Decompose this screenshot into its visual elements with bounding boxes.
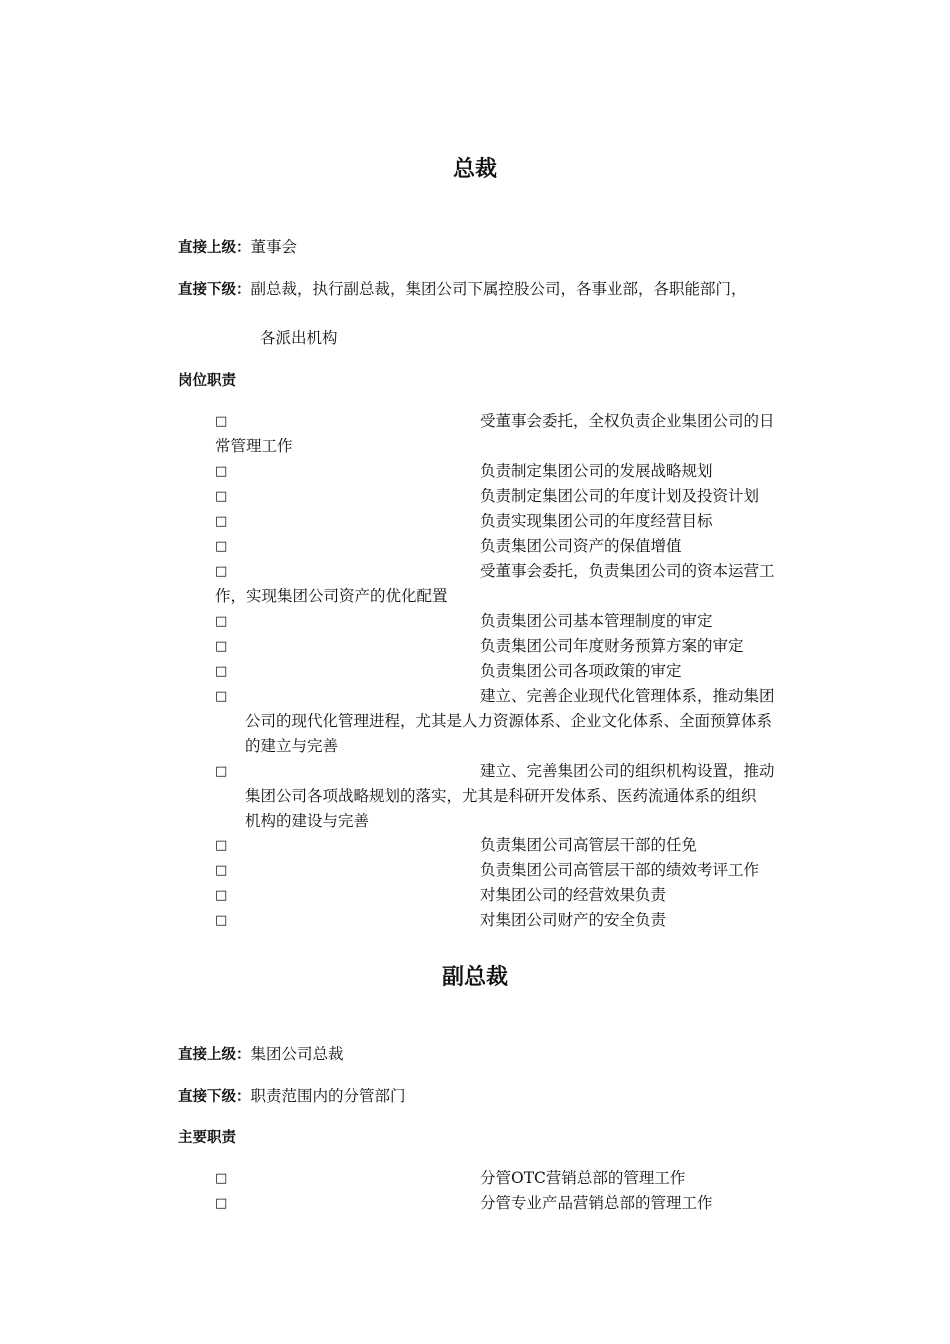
checkbox-bullet-icon: □ xyxy=(215,838,228,853)
checkbox-bullet-icon: □ xyxy=(215,888,228,903)
list-item xyxy=(0,634,950,659)
checkbox-bullet-icon: □ xyxy=(215,564,228,579)
duty-text: 负责集团公司各项政策的审定 xyxy=(480,662,682,680)
list-item xyxy=(0,858,950,883)
checkbox-bullet-icon: □ xyxy=(215,913,228,928)
list-item xyxy=(0,759,950,784)
duty-text: 负责集团公司资产的保值增值 xyxy=(480,537,682,555)
section-title-vice-president: 副总裁 xyxy=(441,965,508,990)
duty-text: 分管专业产品营销总部的管理工作 xyxy=(480,1194,713,1212)
duty-text: 负责集团公司年度财务预算方案的审定 xyxy=(480,637,744,655)
duty-text: 负责制定集团公司的年度计划及投资计划 xyxy=(480,487,760,505)
checkbox-bullet-icon: □ xyxy=(215,639,228,654)
duty-text: 分管OTC营销总部的管理工作 xyxy=(480,1169,686,1187)
duty-text: 负责集团公司高管层干部的绩效考评工作 xyxy=(480,861,760,879)
duty-text-continuation: 的建立与完善 xyxy=(245,737,339,755)
duty-text: 受董事会委托，全权负责企业集团公司的日 xyxy=(480,412,775,430)
duty-text: 负责制定集团公司的发展战略规划 xyxy=(480,462,713,480)
list-item xyxy=(0,659,950,684)
direct-superior-label: 直接上级： xyxy=(178,1047,251,1063)
duty-text: 对集团公司财产的安全负责 xyxy=(480,911,667,929)
list-item xyxy=(0,484,950,509)
duties-heading: 主要职责 xyxy=(178,1130,236,1146)
direct-subordinate-line xyxy=(178,1085,406,1108)
list-item xyxy=(0,534,950,559)
direct-subordinate-continuation: 各派出机构 xyxy=(260,329,338,347)
checkbox-bullet-icon: □ xyxy=(215,514,228,529)
duty-text-continuation: 常管理工作 xyxy=(215,437,293,455)
checkbox-bullet-icon: □ xyxy=(215,414,228,429)
checkbox-bullet-icon: □ xyxy=(215,1196,228,1211)
list-item xyxy=(0,1191,950,1216)
list-item xyxy=(0,459,950,484)
direct-superior-line xyxy=(178,236,297,259)
list-item xyxy=(0,908,950,933)
checkbox-bullet-icon: □ xyxy=(215,764,228,779)
direct-superior-line xyxy=(178,1043,344,1066)
list-item xyxy=(0,559,950,584)
direct-superior-value: 集团公司总裁 xyxy=(250,1045,344,1063)
list-item xyxy=(0,1166,950,1191)
checkbox-bullet-icon: □ xyxy=(215,1171,228,1186)
direct-subordinate-value: 副总裁，执行副总裁，集团公司下属控股公司，各事业部，各职能部门， xyxy=(250,280,747,298)
list-item xyxy=(0,509,950,534)
duty-text: 负责集团公司基本管理制度的审定 xyxy=(480,612,713,630)
direct-superior-value: 董事会 xyxy=(250,238,298,256)
list-item xyxy=(0,684,950,709)
checkbox-bullet-icon: □ xyxy=(215,489,228,504)
duty-text: 建立、完善集团公司的组织机构设置，推动 xyxy=(480,762,775,780)
duty-text: 受董事会委托，负责集团公司的资本运营工 xyxy=(480,562,775,580)
list-item xyxy=(0,833,950,858)
checkbox-bullet-icon: □ xyxy=(215,614,228,629)
checkbox-bullet-icon: □ xyxy=(215,539,228,554)
duty-text-continuation: 作，实现集团公司资产的优化配置 xyxy=(215,587,448,605)
duty-text-continuation: 公司的现代化管理进程，尤其是人力资源体系、企业文化体系、全面预算体系 xyxy=(245,712,773,730)
list-item xyxy=(0,883,950,908)
duty-text: 负责实现集团公司的年度经营目标 xyxy=(480,512,713,530)
checkbox-bullet-icon: □ xyxy=(215,689,228,704)
list-item xyxy=(0,409,950,434)
direct-subordinate-label: 直接下级： xyxy=(178,282,251,298)
duty-text-continuation: 机构的建设与完善 xyxy=(245,812,370,830)
direct-subordinate-label: 直接下级： xyxy=(178,1089,251,1105)
duties-heading: 岗位职责 xyxy=(178,373,236,389)
direct-subordinate-value: 职责范围内的分管部门 xyxy=(250,1087,406,1105)
duty-text: 对集团公司的经营效果负责 xyxy=(480,886,667,904)
checkbox-bullet-icon: □ xyxy=(215,464,228,479)
section-title-president: 总裁 xyxy=(452,157,497,182)
duty-text: 负责集团公司高管层干部的任免 xyxy=(480,836,698,854)
checkbox-bullet-icon: □ xyxy=(215,863,228,878)
duty-text-continuation: 集团公司各项战略规划的落实，尤其是科研开发体系、医药流通体系的组织 xyxy=(245,787,757,805)
direct-subordinate-line xyxy=(178,278,747,301)
list-item xyxy=(0,609,950,634)
direct-superior-label: 直接上级： xyxy=(178,240,251,256)
checkbox-bullet-icon: □ xyxy=(215,664,228,679)
duty-text: 建立、完善企业现代化管理体系，推动集团 xyxy=(480,687,775,705)
